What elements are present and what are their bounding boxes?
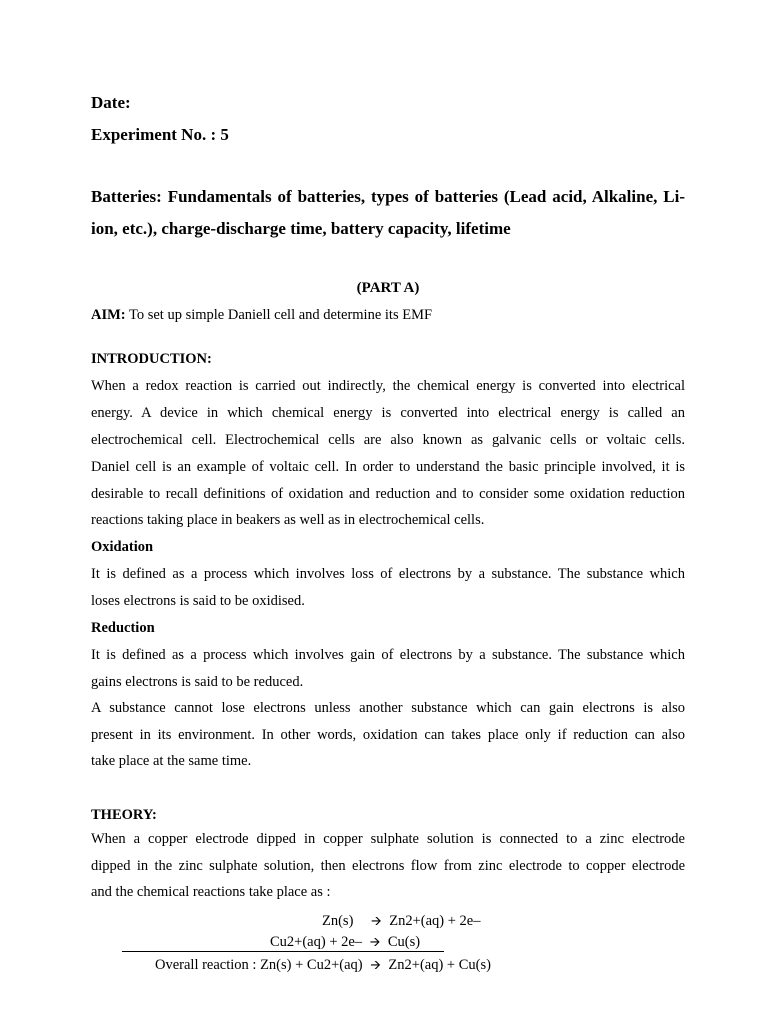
equation-divider bbox=[122, 951, 444, 952]
oxidation-line: loses electrons is said to be oxidised. bbox=[91, 593, 305, 609]
theory-heading: THEORY: bbox=[91, 807, 157, 823]
intro-line: desirable to recall definitions of oxidation and reduction and to consider some oxidation reduction bbox=[91, 486, 685, 502]
overall-products: Zn2+(aq) + Cu(s) bbox=[388, 957, 491, 973]
date-label: Date: bbox=[91, 93, 131, 112]
oxidation-half-equation bbox=[322, 912, 480, 934]
right-arrow-icon: 🡪 bbox=[370, 958, 381, 973]
reduction-line: A substance cannot lose electrons unless another substance which can gain electrons is also bbox=[91, 700, 685, 716]
theory-line: and the chemical reactions take place as : bbox=[91, 884, 331, 900]
oxidation-line: It is defined as a process which involves loss of electrons by a substance. The substance which bbox=[91, 566, 685, 582]
intro-line: When a redox reaction is carried out indirectly, the chemical energy is converted into electrical bbox=[91, 378, 685, 394]
experiment-number: Experiment No. : 5 bbox=[91, 125, 229, 144]
eq1-product: Zn2+(aq) + 2e– bbox=[389, 913, 481, 929]
reduction-line: present in its environment. In other words, oxidation can takes place only if reduction can also bbox=[91, 727, 685, 743]
introduction-heading: INTRODUCTION: bbox=[91, 351, 212, 367]
reduction-line: take place at the same time. bbox=[91, 753, 252, 769]
eq2-reactant: Cu2+(aq) + 2e– bbox=[270, 934, 363, 950]
oxidation-heading: Oxidation bbox=[91, 539, 154, 555]
aim-text: To set up simple Daniell cell and determine its EMF bbox=[125, 307, 433, 323]
intro-line: energy. A device in which chemical energy is converted into electrical energy is called an bbox=[91, 405, 685, 421]
right-arrow-icon: 🡪 bbox=[369, 935, 381, 950]
aim-label: AIM: bbox=[91, 307, 126, 323]
reduction-heading: Reduction bbox=[91, 620, 155, 636]
experiment-title: Batteries: Fundamentals of batteries, types of batteries (Lead acid, Alkaline, Li-ion, etc.), charge-discharge time, battery capacity, lifetime bbox=[91, 187, 685, 238]
right-arrow-icon: 🡪 bbox=[371, 914, 382, 929]
intro-line: electrochemical cell. Electrochemical cells are also known as galvanic cells or voltaic cells. bbox=[91, 432, 685, 448]
intro-line: reactions taking place in beakers as well as in electrochemical cells. bbox=[91, 512, 485, 528]
aim-line bbox=[91, 302, 685, 329]
reduction-line: It is defined as a process which involves gain of electrons by a substance. The substance which bbox=[91, 647, 685, 663]
eq2-product: Cu(s) bbox=[387, 934, 421, 950]
overall-equation bbox=[155, 956, 491, 978]
theory-line: dipped in the zinc sulphate solution, then electrons flow from zinc electrode to copper electrode bbox=[91, 858, 685, 874]
overall-reactants: Overall reaction : Zn(s) + Cu2+(aq) bbox=[155, 957, 363, 973]
reduction-line: gains electrons is said to be reduced. bbox=[91, 674, 304, 690]
intro-line: Daniel cell is an example of voltaic cell. In order to understand the basic principle involved, it is bbox=[91, 459, 685, 475]
eq1-reactant: Zn(s) bbox=[322, 913, 354, 929]
part-label: (PART A) bbox=[356, 280, 420, 296]
theory-line: When a copper electrode dipped in copper sulphate solution is connected to a zinc electrode bbox=[91, 831, 685, 847]
